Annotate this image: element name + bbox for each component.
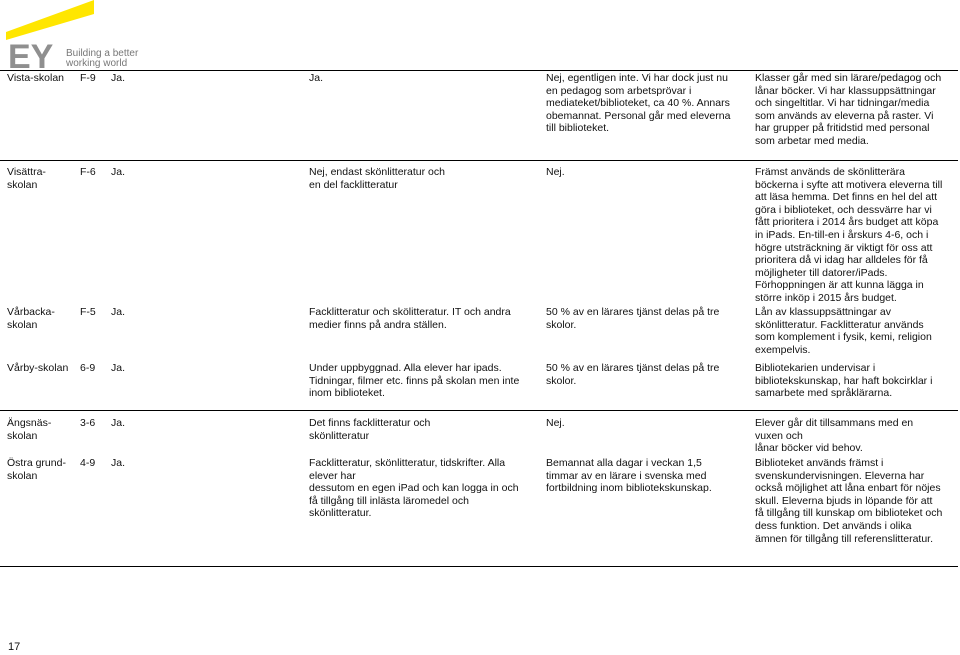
grade-range: 4-9: [80, 457, 96, 469]
col-4-value: Facklitteratur och skölitteratur. IT och andra medier finns på andra ställen.: [309, 306, 511, 331]
col-3-value: Ja.: [111, 166, 126, 178]
grade-range: F-6: [80, 166, 96, 178]
staffing-text: Nej, egentligen inte. Vi har dock just nu en pedagog som arbetsprövar i mediateket/biblioteket, ca 40 %. Annars obemannat. Personal går med eleverna till biblioteket.: [546, 72, 731, 135]
usage-text: Främst används de skönlitterära böckerna i syfte att motivera eleverna till att läsa hemma. Det finns en hel del att göra i biblioteket, och dessvärre har vi fått prioritera i 2014 års budget att köpa in iPads. En-till-en i årskurs 4-6, och i högre utsträckning är viktigt för oss att prioritera då vi idag har alldeles för få möjligheter till datorer/iPads. Förhoppningen är att kunna lägga in större inköp i 2015 års budget.: [755, 166, 943, 304]
col-4-value: Nej, endast skönlitteratur och en del facklitteratur: [309, 166, 445, 191]
usage-text: Bibliotekarien undervisar i bibliotekskunskap, har haft bokcirklar i samarbete med språklärarna.: [755, 362, 933, 400]
grade-range: F-5: [80, 306, 96, 318]
staffing-text: 50 % av en lärares tjänst delas på tre skolor.: [546, 362, 720, 387]
school-name: Östra grund- skolan: [7, 457, 66, 482]
staffing-text: Nej.: [546, 417, 565, 429]
tagline-line-2: working world: [66, 58, 128, 69]
usage-text: Elever går dit tillsammans med en vuxen och lånar böcker vid behov.: [755, 417, 914, 455]
col-4-value: Ja.: [309, 72, 324, 84]
school-name: Vårby-skolan: [7, 362, 69, 374]
col-3-value: Ja.: [111, 306, 126, 318]
logo-letters: EY: [8, 38, 54, 70]
table-bottom-border: [0, 566, 958, 567]
grade-range: F-9: [80, 72, 96, 84]
table-top-border: [0, 70, 958, 71]
usage-text: Biblioteket används främst i svenskundervisningen. Eleverna har också möjlighet att låna enbart för nöjes skull. Eleverna bjuds in löpande för att få tillgång till kunskap om biblioteket och dess funktion. Det används i olika ämnen för tillgång till referenslitteratur.: [755, 457, 943, 545]
staffing-text: 50 % av en lärares tjänst delas på tre skolor.: [546, 306, 720, 331]
usage-text: Klasser går med sin lärare/pedagog och lånar böcker. Vi har klassuppsättningar och singeltitlar. Vi har tidningar/media som används av eleverna på raster. Vi har grupper på fritidstid med personal som arbetar med media.: [755, 72, 942, 147]
col-4-value: Det finns facklitteratur och skönlitteratur: [309, 417, 431, 442]
col-3-value: Ja.: [111, 72, 126, 84]
col-3-value: Ja.: [111, 457, 126, 469]
staffing-text: Nej.: [546, 166, 565, 178]
grade-range: 3-6: [80, 417, 96, 429]
col-4-value: Under uppbyggnad. Alla elever har ipads. Tidningar, filmer etc. finns på skolan men inte inom biblioteket.: [309, 362, 520, 400]
row-divider: [0, 410, 958, 411]
tagline-line-1: Building a better: [66, 48, 139, 59]
row-divider: [0, 160, 958, 161]
col-4-value: Facklitteratur, skönlitteratur, tidskrifter. Alla elever har dessutom en egen iPad och kan logga in och få tillgång till inlästa läromedel och skönlitteratur.: [309, 457, 519, 520]
school-name: Visättra- skolan: [7, 166, 46, 191]
school-name: Vårbacka- skolan: [7, 306, 55, 331]
school-name: Ängsnäs- skolan: [7, 417, 52, 442]
staffing-text: Bemannat alla dagar i veckan 1,5 timmar av en lärare i svenska med fortbildning inom bibliotekskunskap.: [546, 457, 712, 495]
page-number: 17: [8, 641, 21, 653]
school-name: Vista-skolan: [7, 72, 65, 84]
col-3-value: Ja.: [111, 417, 126, 429]
grade-range: 6-9: [80, 362, 96, 374]
usage-text: Lån av klassuppsättningar av skönlitteratur. Facklitteratur används som komplement i fysik, kemi, religion exempelvis.: [755, 306, 932, 356]
col-3-value: Ja.: [111, 362, 126, 374]
